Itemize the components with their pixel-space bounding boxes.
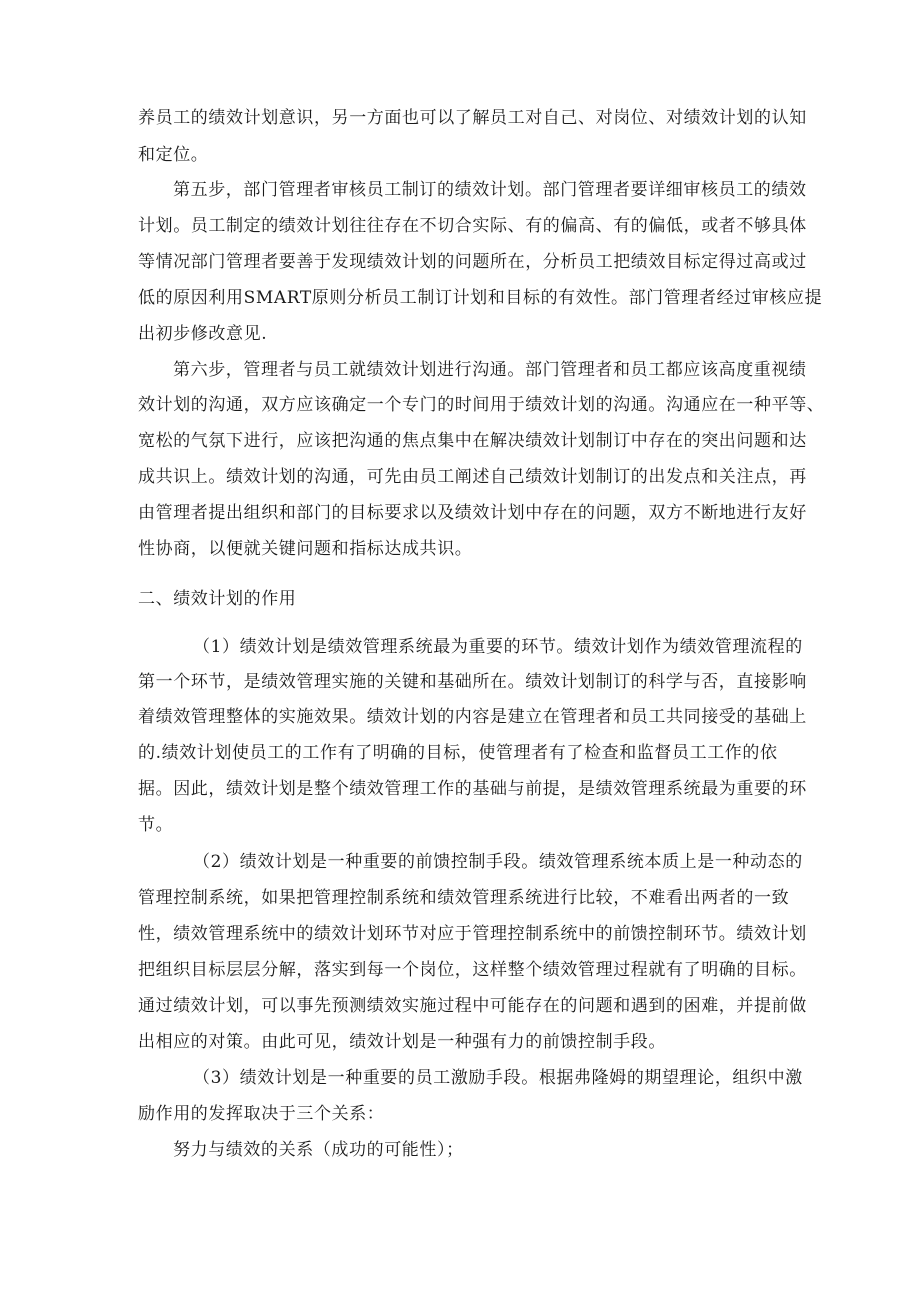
paragraph-line: 着绩效管理整体的实施效果。绩效计划的内容是建立在管理者和员工共同接受的基础上: [138, 707, 807, 727]
paragraph-line: 性，绩效管理系统中的绩效计划环节对应于管理控制系统中的前馈控制环节。绩效计划: [138, 924, 807, 944]
paragraph-line: 努力与绩效的关系（成功的可能性）；: [173, 1140, 464, 1160]
paragraph-line: 第六步，管理者与员工就绩效计划进行沟通。部门管理者和员工都应该高度重视绩: [173, 360, 807, 380]
paragraph-line: 管理控制系统，如果把管理控制系统和绩效管理系统进行比较，不难看出两者的一致: [138, 888, 790, 908]
paragraph-line: 第一个环节，是绩效管理实施的关键和基础所在。绩效计划制订的科学与否，直接影响: [138, 672, 807, 692]
paragraph-line: 励作用的发挥取决于三个关系：: [138, 1104, 385, 1124]
paragraph-line: 宽松的气氛下进行，应该把沟通的焦点集中在解决绩效计划制订中存在的突出问题和达: [138, 431, 807, 451]
paragraph-line: 节。: [138, 815, 174, 835]
paragraph-line: 出相应的对策。由此可见，绩效计划是一种强有力的前馈控制手段。: [138, 1032, 666, 1052]
paragraph-line: 第五步，部门管理者审核员工制订的绩效计划。部门管理者要详细审核员工的绩效: [173, 180, 807, 200]
paragraph-line: 由管理者提出组织和部门的目标要求以及绩效计划中存在的问题，双方不断地进行友好: [138, 503, 807, 523]
paragraph-line: 养员工的绩效计划意识，另一方面也可以了解员工对自己、对岗位、对绩效计划的认知: [138, 108, 807, 128]
paragraph-line: 成共识上。绩效计划的沟通，可先由员工阐述自己绩效计划制订的出发点和关注点，再: [138, 467, 807, 487]
paragraph-line: 性协商，以便就关键问题和指标达成共识。: [138, 539, 473, 559]
paragraph-line: （2）绩效计划是一种重要的前馈控制手段。绩效管理系统本质上是一种动态的: [193, 852, 803, 872]
paragraph-line: （1）绩效计划是绩效管理系统最为重要的环节。绩效计划作为绩效管理流程的: [193, 637, 803, 657]
paragraph-line: 把组织目标层层分解，落实到每一个岗位，这样整个绩效管理过程就有了明确的目标。: [138, 960, 807, 980]
paragraph-line: 据。因此，绩效计划是整个绩效管理工作的基础与前提，是绩效管理系统最为重要的环: [138, 779, 807, 799]
paragraph-line: （3）绩效计划是一种重要的员工激励手段。根据弗隆姆的期望理论，组织中激: [193, 1068, 803, 1088]
paragraph-line: 计划。员工制定的绩效计划往往存在不切合实际、有的偏高、有的偏低，或者不够具体: [138, 216, 807, 236]
section-heading: 二、绩效计划的作用: [138, 589, 297, 609]
paragraph-line: 等情况部门管理者要善于发现绩效计划的问题所在，分析员工把绩效目标定得过高或过: [138, 252, 807, 272]
paragraph-line: 效计划的沟通，双方应该确定一个专门的时间用于绩效计划的沟通。沟通应在一种平等、: [138, 395, 825, 415]
paragraph-line: 的.绩效计划使员工的工作有了明确的目标，使管理者有了检查和监督员工工作的依: [138, 743, 778, 763]
paragraph-line: 低的原因利用SMART原则分析员工制订计划和目标的有效性。部门管理者经过审核应提: [138, 288, 823, 308]
paragraph-line: 出初步修改意见.: [138, 324, 268, 344]
paragraph-line: 和定位。: [138, 145, 209, 165]
paragraph-line: 通过绩效计划，可以事先预测绩效实施过程中可能存在的问题和遇到的困难，并提前做: [138, 996, 807, 1016]
